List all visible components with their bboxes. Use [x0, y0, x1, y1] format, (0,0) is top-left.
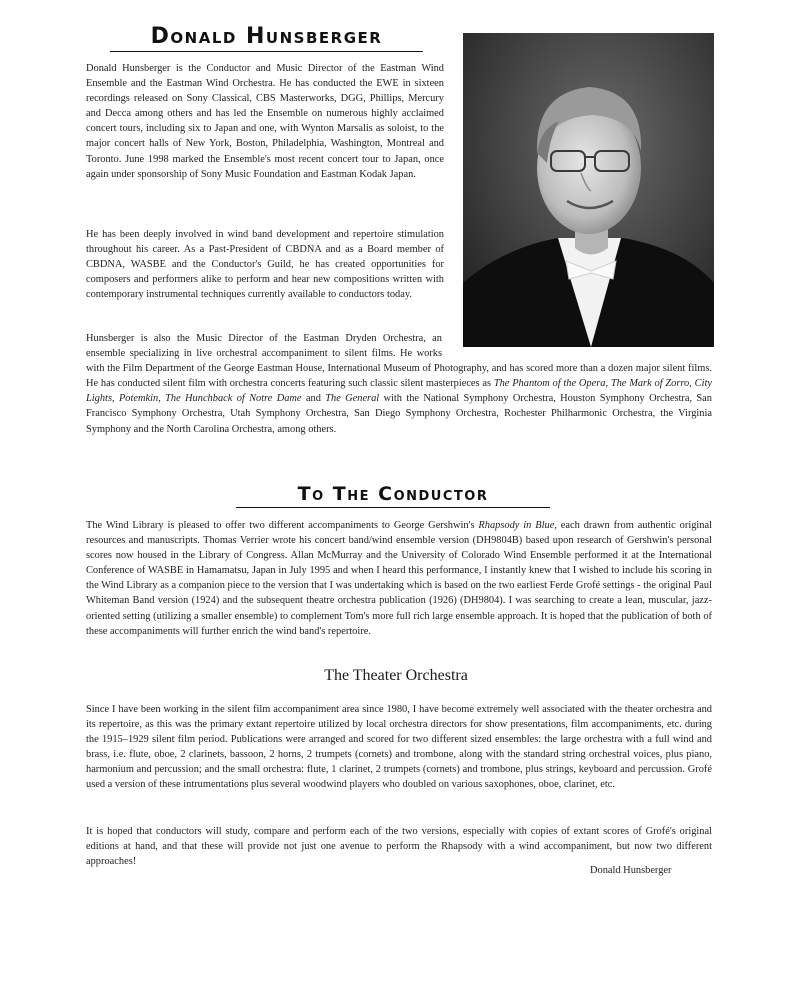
signature: Donald Hunsberger [590, 865, 672, 876]
portrait-photo [463, 33, 714, 347]
work-title: Rhapsody in Blue [478, 520, 555, 531]
film-title: The Hunchback of Notre Dame [165, 393, 302, 405]
conductor-paragraph: The Wind Library is pleased to offer two different accompaniments to George Gershwin's Rhapsody in Blue, each drawn from authentic original resources and manuscripts. Thomas Verrier wrote his concert band/wind ensemble version (DH9804B) based upon research of Gershwin's personal scores now housed in the Library of Congress. Allan McMurray and the University of Colorado Wind Ensemble performed it at the International Conference of WASBE in Hamamatsu, Japan in July 1995 and when I heard this performance, I instantly knew that I wished to include his scoring in the Wind Library as a companion piece to the version that I was undertaking which is based on the two earliest Ferde Grofé settings - the original Paul Whiteman Band version (1924) and the subsequent theatre orchestra publication (1926) (DH9804). I was searching to create a lean, muscular, jazz-oriented setting (utilizing a smaller ensemble) to complement Tom's more full rich large ensemble approach. It is hoped that the publication of both of these accompaniments will further enrich the wind band's repertoire. [86, 520, 712, 637]
section-heading-conductor: To The Conductor [236, 485, 550, 508]
bio-paragraph-1: Donald Hunsberger is the Conductor and Music Director of the Eastman Wind Ensemble and the Eastman Wind Orchestra. He has conducted the EWE in sixteen recordings released on Sony Classical, CBS Masterworks, DGG, Phillips, Mercury and Decca among others and has led the Ensemble on numerous highly acclaimed concert tours, including six to Japan and one, with Wynton Marsalis as soloist, to the major concert halls of New York, Boston, Philadelphia, Washington, Montreal and Toronto. June 1998 marked the Ensemble's most recent concert tour to Japan, once again under sponsorship of Sony Music Foundation and Eastman Kodak Japan. [86, 63, 444, 180]
film-title: The General [325, 393, 380, 405]
theater-paragraph-1: Since I have been working in the silent film accompaniment area since 1980, I have become extremely well associated with the theater orchestra and its repertoire, as this was the primary extant repertoire utilized by local orchestra directors for show presentations, film accompaniments, etc. during the 1915–1929 silent film period. Publications were arranged and scored for two different sized ensembles: the large orchestra with a full wind and brass, i.e. flute, oboe, 2 clarinets, bassoon, 2 horns, 2 trumpets (cornets) and trombone, along with the standard string orchestral voices, plus piano, harmonium and percussion; and the small orchestra: flute, 1 clarinet, 2 trumpets (cornets) and trombone, plus strings, keyboard and percussion. Grofé used a version of these intrumentations plus several woodwind players who doubled on various saxophones, oboe, clarinet, etc. [86, 704, 712, 791]
film-title: The Phantom of the Opera [493, 378, 606, 390]
bio-paragraph-2: He has been deeply involved in wind band development and repertoire stimulation throughout his career. As a Past-President of CBDNA and as a Board member of CBDNA, WASBE and the Conductor's Guild, he has created opportunities for composers and performers alike to perform and hear new compositions written with contemporary instrumental techniques currently available to conductors today. [86, 229, 444, 301]
film-title: City Lights [86, 378, 712, 405]
film-title: Potemkin [118, 393, 159, 405]
page-title: Donald Hunsberger [110, 26, 423, 52]
bio-paragraph-3: Hunsberger is also the Music Director of the Eastman Dryden Orchestra, an ensemble specializing in live orchestral accompaniment to silent films. He works with the Film Department of the George Eastman House, International Museum of Photography, and has scored more than a dozen major silent films. He has conducted silent film with orchestra concerts featuring such classic silent masterpieces as The Phantom of the Opera, The Mark of Zorro, City Lights, Potemkin, The Hunchback of Notre Dame and The General with the National Symphony Orchestra, Houston Symphony Orchestra, San Francisco Symphony Orchestra, Utah Symphony Orchestra, San Diego Symphony Orchestra, Rochester Philharmonic Orchestra, the Virginia Symphony and the North Carolina Orchestra, among others. [86, 333, 712, 435]
section-subheading-theater: The Theater Orchestra [324, 667, 468, 684]
theater-paragraph-2: It is hoped that conductors will study, compare and perform each of the two versions, especially with copies of extant scores of Grofé's original editions at hand, and that these will provide not just one avenue to perform the Rhapsody with a wind accompaniment, but now two different approaches! [86, 826, 712, 868]
film-title: The Mark of Zorro [610, 378, 690, 390]
